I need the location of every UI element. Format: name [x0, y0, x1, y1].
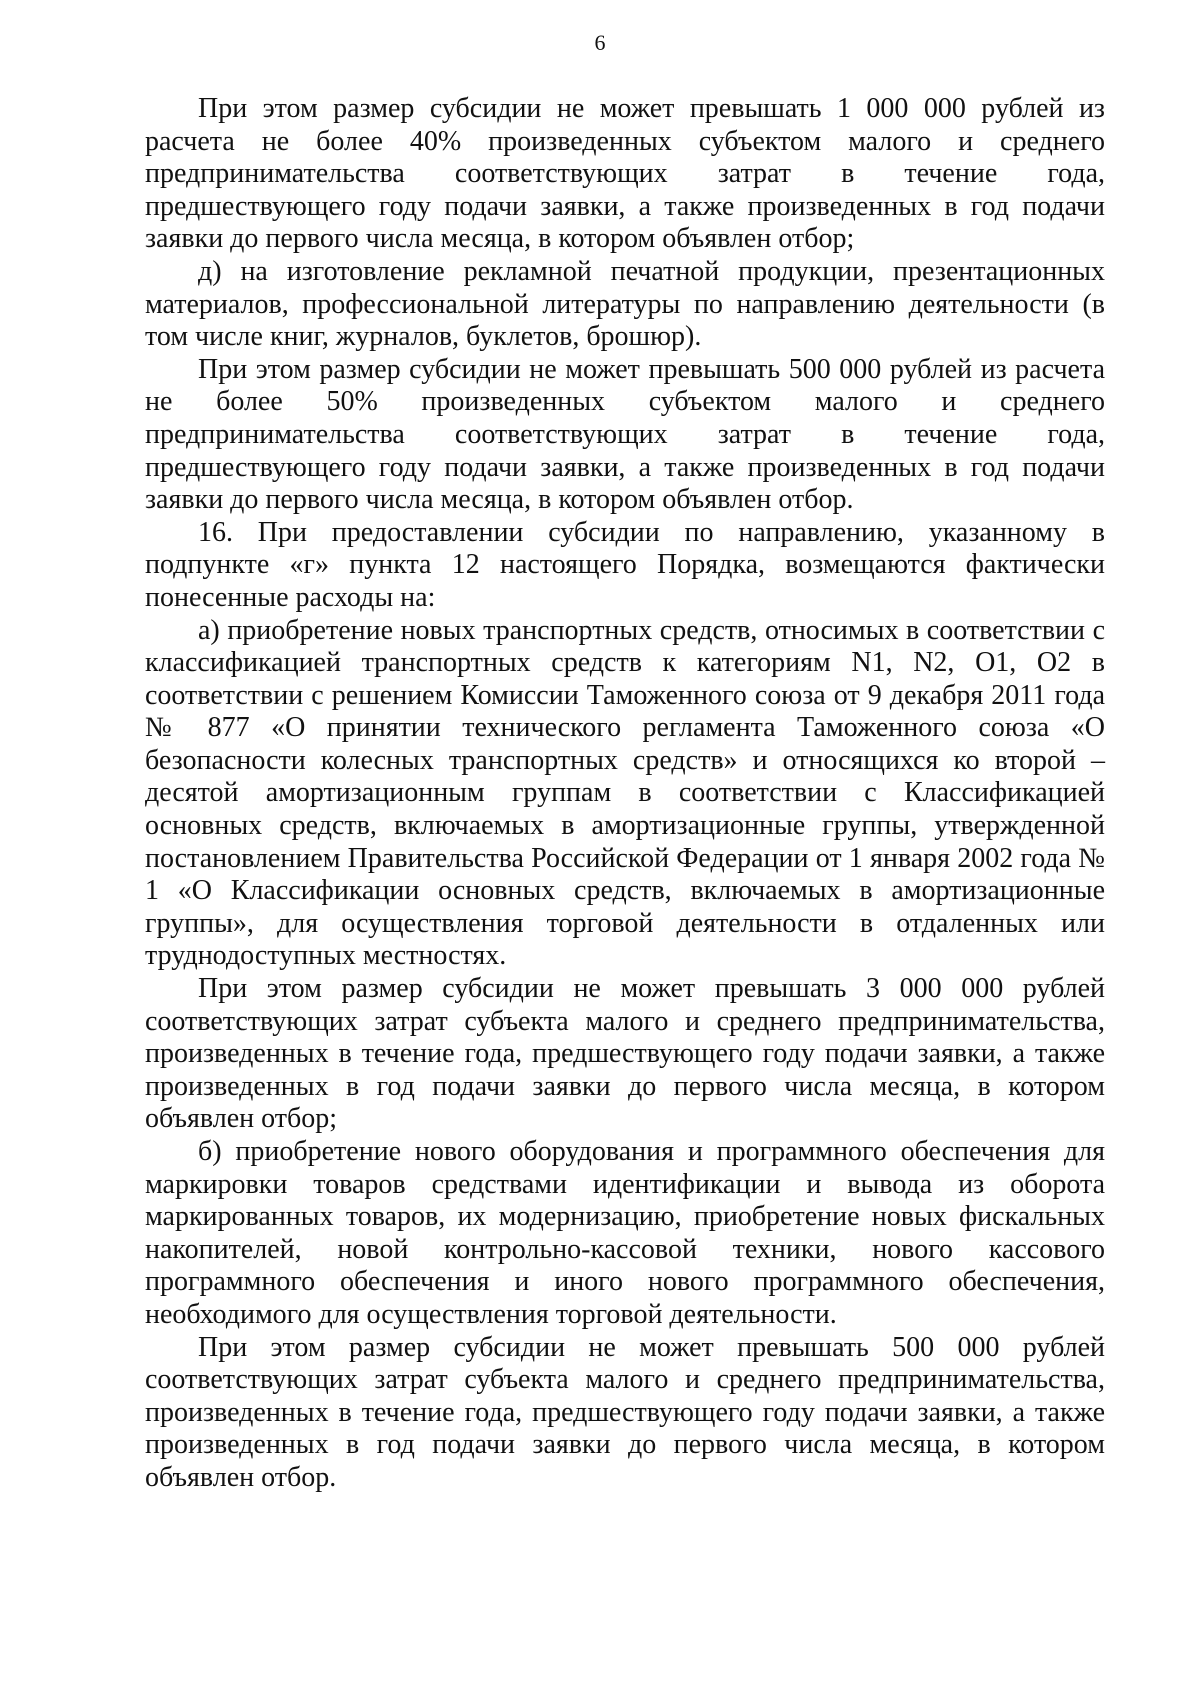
document-body	[145, 93, 1105, 1495]
paragraph-item-a: а) приобретение новых транспортных средств, относимых в соответствии с классификацией транспортных средств к категориям N1, N2, O1, O2 в соответствии с решением Комиссии Таможенного союза от 9 декабря 2011 года № 877 «О принятии технического регламента Таможенного союза «О безопасности колесных транспортных средств» и относящихся ко второй – десятой амортизационным группам в соответствии с Классификацией основных средств, включаемых в амортизационные группы, утвержденной постановлением Правительства Российской Федерации от 1 января 2002 года № 1 «О Классификации основных средств, включаемых в амортизационные группы», для осуществления торговой деятельности в отдаленных или труднодоступных местностях.	[145, 614, 1105, 972]
paragraph-subsidy-limit-2: При этом размер субсидии не может превышать 500 000 рублей из расчета не более 50% произведенных субъектом малого и среднего предпринимательства соответствующих затрат в течение года, предшествующего году подачи заявки, а также произведенных в год подачи заявки до первого числа месяца, в котором объявлен отбор.	[145, 353, 1105, 516]
page-number: 6	[594, 30, 606, 55]
paragraph-clause-16: 16. При предоставлении субсидии по направлению, указанному в подпункте «г» пункта 12 настоящего Порядка, возмещаются фактически понесенные расходы на:	[145, 516, 1105, 613]
paragraph-subsidy-limit-1: При этом размер субсидии не может превышать 1 000 000 рублей из расчета не более 40% произведенных субъектом малого и среднего предпринимательства соответствующих затрат в течение года, предшествующего году подачи заявки, а также произведенных в год подачи заявки до первого числа месяца, в котором объявлен отбор;	[145, 93, 1105, 255]
paragraph-item-d: д) на изготовление рекламной печатной продукции, презентационных материалов, профессиональной литературы по направлению деятельности (в том числе книг, журналов, буклетов, брошюр).	[145, 255, 1105, 353]
paragraph-subsidy-limit-4: При этом размер субсидии не может превышать 500 000 рублей соответствующих затрат субъекта малого и среднего предпринимательства, произведенных в течение года, предшествующего году подачи заявки, а также произведенных в год подачи заявки до первого числа месяца, в котором объявлен отбор.	[145, 1331, 1105, 1493]
paragraph-subsidy-limit-3: При этом размер субсидии не может превышать 3 000 000 рублей соответствующих затрат субъекта малого и среднего предпринимательства, произведенных в течение года, предшествующего году подачи заявки, а также произведенных в год подачи заявки до первого числа месяца, в котором объявлен отбор;	[145, 973, 1105, 1135]
paragraph-item-b: б) приобретение нового оборудования и программного обеспечения для маркировки товаров средствами идентификации и вывода из оборота маркированных товаров, их модернизацию, приобретение новых фискальных накопителей, новой контрольно-кассовой техники, нового кассового программного обеспечения и иного нового программного обеспечения, необходимого для осуществления торговой деятельности.	[145, 1136, 1105, 1330]
